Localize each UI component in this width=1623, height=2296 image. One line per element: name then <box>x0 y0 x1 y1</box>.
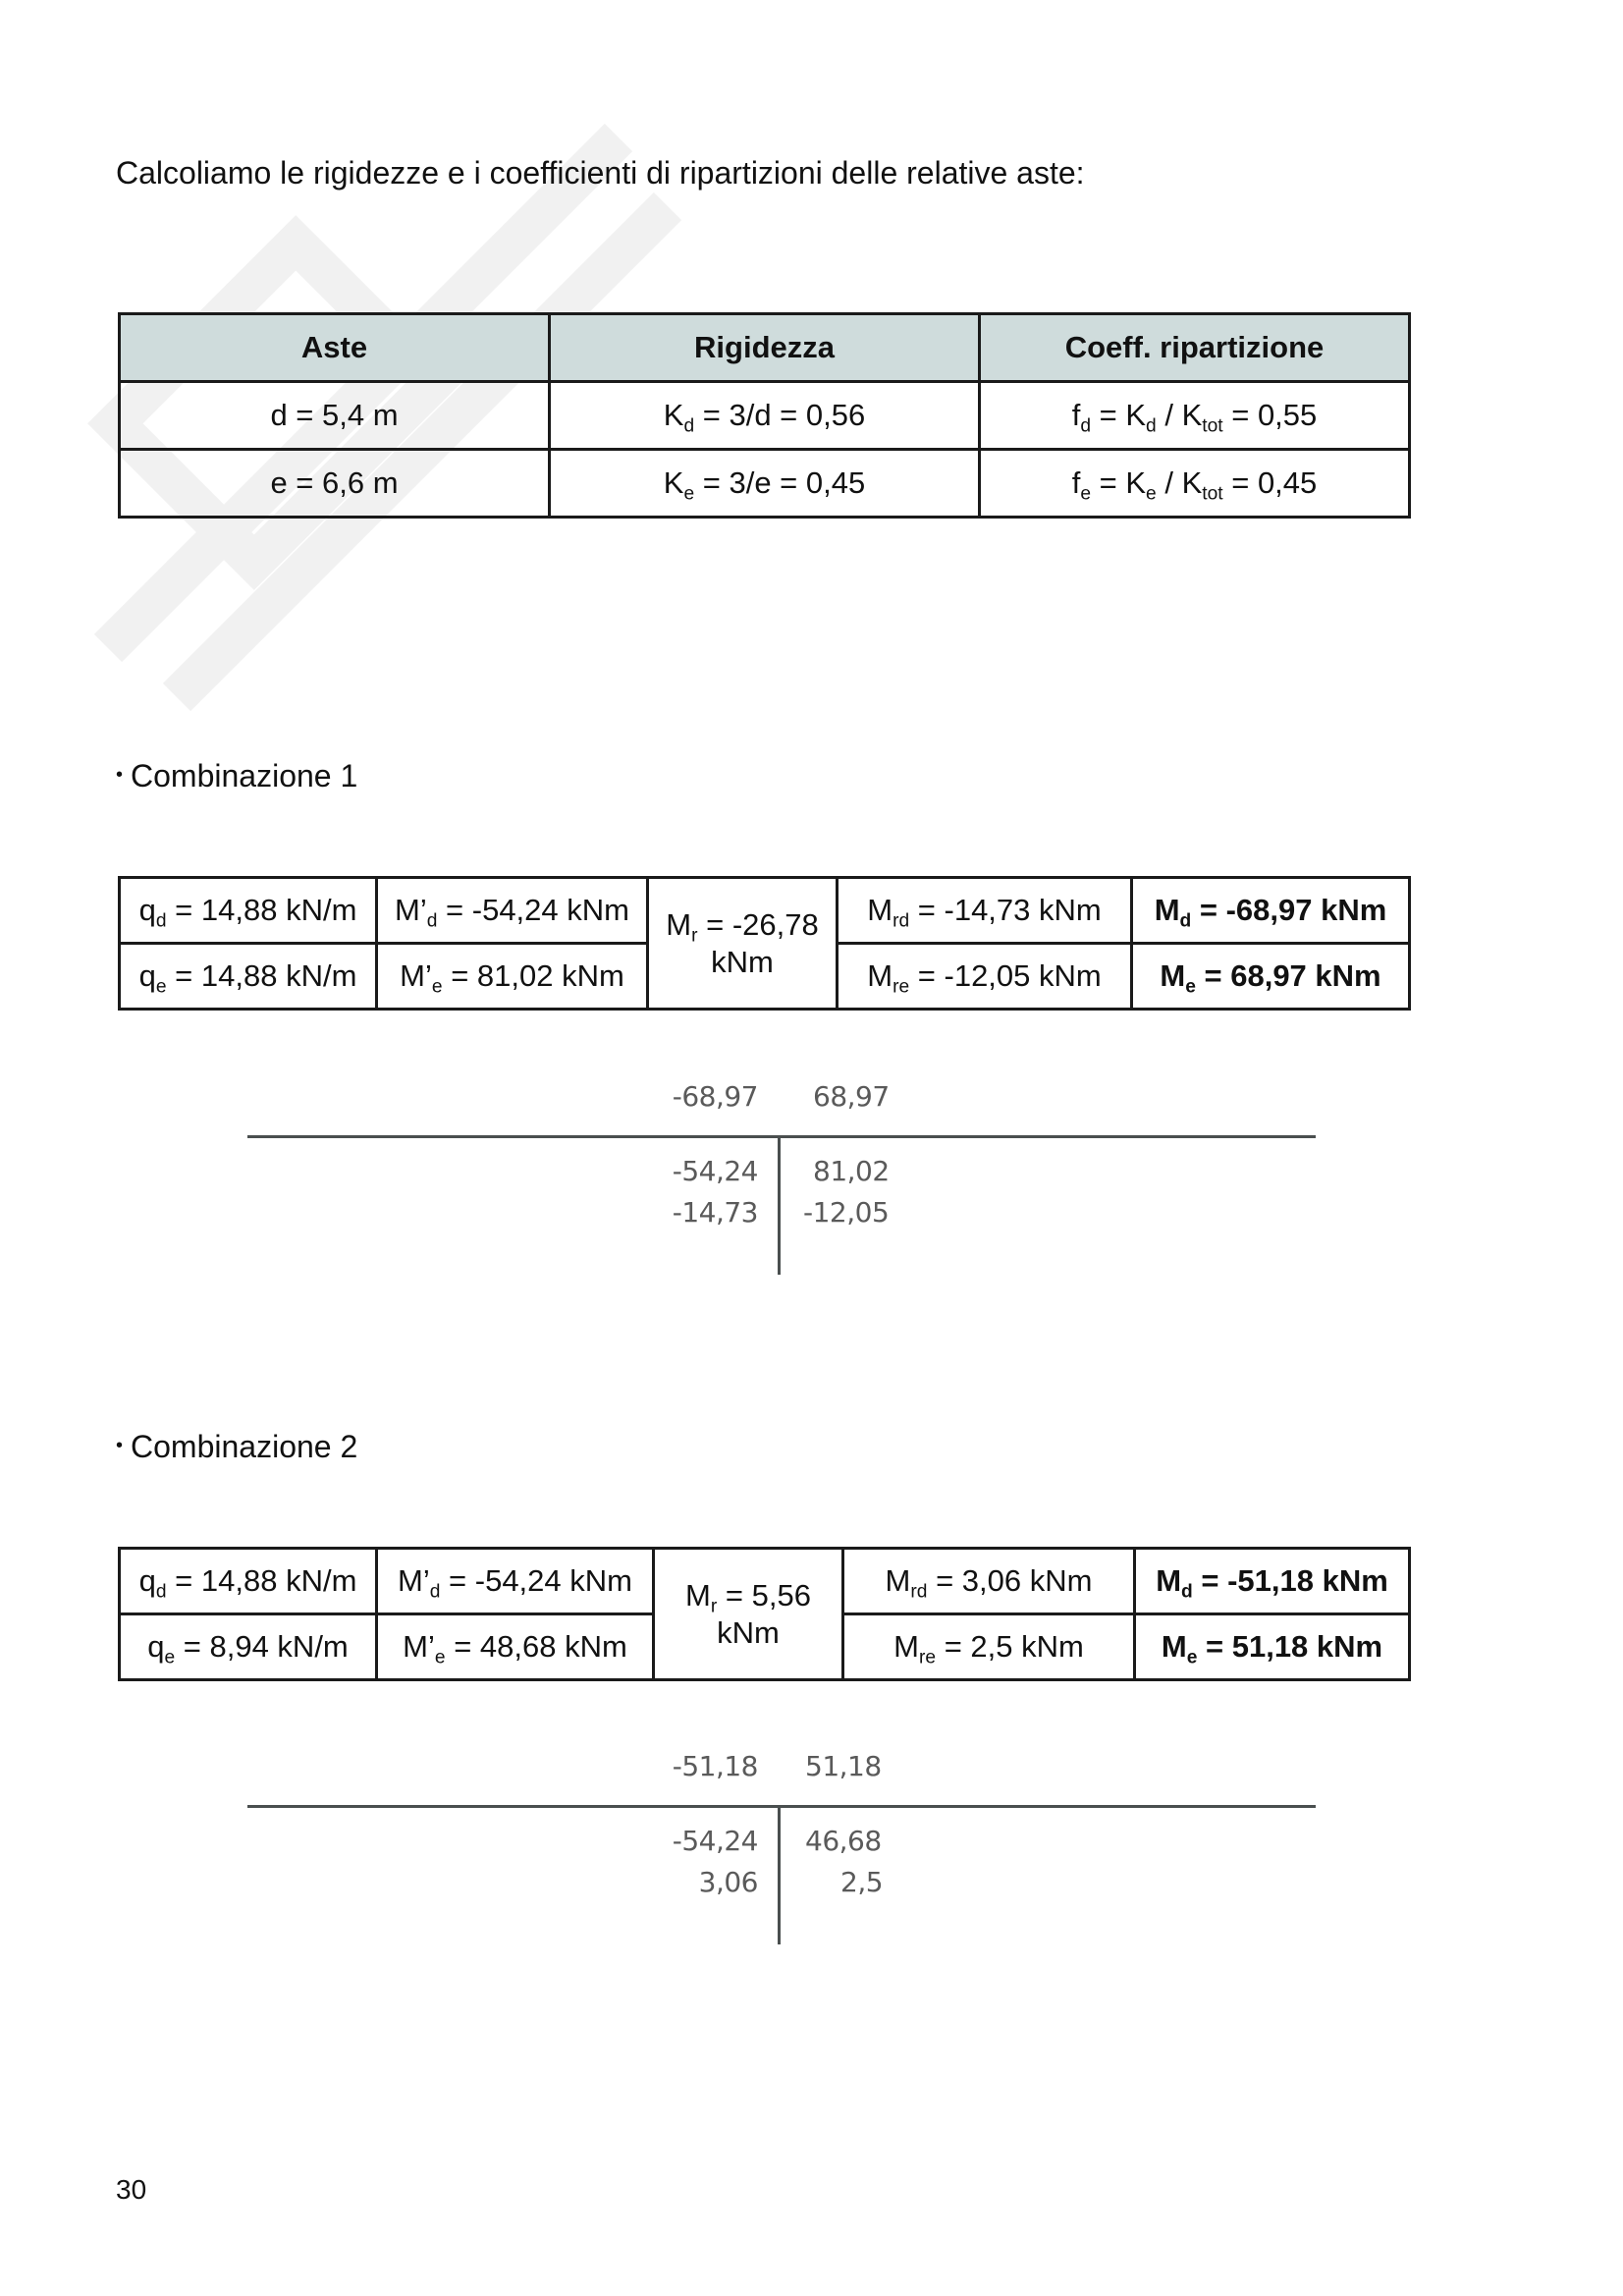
cell-coeff: $f_e = K_e / K_{tot} = 0,45$ <box>980 450 1410 518</box>
cell-rigidezza: $K_d = 3/d = 0,56$ <box>550 382 980 450</box>
header-coeff: Coeff. ripartizione <box>980 314 1410 382</box>
cell-result: $M_e = 51,18$ kNm <box>1135 1614 1410 1680</box>
node-horizontal-line <box>247 1135 1316 1138</box>
cell-m-prime: $M’_d = -54,24$ kNm <box>377 1549 654 1614</box>
node-value: -68,97 <box>672 1080 758 1113</box>
combo2-node-diagram <box>247 1750 1316 1946</box>
cell-q: $q_d = 14,88$ kN/m <box>120 1549 377 1614</box>
cell-m-prime: $M’_e = 81,02$ kNm <box>377 944 648 1010</box>
node-value: -54,24 <box>672 1825 758 1857</box>
node-value: 2,5 <box>840 1866 884 1898</box>
node-vertical-line <box>778 1805 781 1944</box>
page-number: 30 <box>116 2174 147 2205</box>
header-aste: Aste <box>120 314 550 382</box>
cell-coeff: $f_d = K_d / K_{tot} = 0,55$ <box>980 382 1410 450</box>
node-value: 51,18 <box>805 1750 882 1782</box>
node-value: 68,97 <box>813 1080 890 1113</box>
bullet-icon: • <box>116 1435 124 1456</box>
cell-result: $M_e = 68,97$ kNm <box>1132 944 1410 1010</box>
cell-result: $M_d = -51,18$ kNm <box>1135 1549 1410 1614</box>
cell-m-prime: $M’_e = 48,68$ kNm <box>377 1614 654 1680</box>
cell-mrd: $M_{rd} = 3,06$ kNm <box>843 1549 1135 1614</box>
combo2-heading: • Combinazione 2 <box>116 1429 358 1464</box>
table-header-row <box>120 314 1410 382</box>
node-vertical-line <box>778 1135 781 1275</box>
table-row <box>120 878 1410 944</box>
header-rigidezza: Rigidezza <box>550 314 980 382</box>
combo1-table <box>118 876 1411 1011</box>
combo2-table <box>118 1547 1411 1681</box>
node-horizontal-line <box>247 1805 1316 1808</box>
cell-mr: $M_r = 5,56$ kNm <box>654 1549 843 1680</box>
combo1-heading: • Combinazione 1 <box>116 758 358 793</box>
node-value: 81,02 <box>813 1155 890 1187</box>
cell-rigidezza: $K_e = 3/e = 0,45$ <box>550 450 980 518</box>
intro-text: Calcoliamo le rigidezze e i coefficienti di ripartizioni delle relative aste: <box>116 155 1085 191</box>
stiffness-table <box>118 312 1411 519</box>
table-row <box>120 450 1410 518</box>
node-value: 46,68 <box>805 1825 882 1857</box>
node-value: -51,18 <box>672 1750 758 1782</box>
bullet-icon: • <box>116 764 124 786</box>
node-value: -12,05 <box>803 1196 890 1229</box>
node-value: -14,73 <box>672 1196 758 1229</box>
cell-q: $q_d = 14,88$ kN/m <box>120 878 377 944</box>
cell-result: $M_d = -68,97$ kNm <box>1132 878 1410 944</box>
table-row <box>120 1549 1410 1614</box>
cell-q: $q_e = 14,88$ kN/m <box>120 944 377 1010</box>
cell-q: $q_e = 8,94$ kN/m <box>120 1614 377 1680</box>
cell-m-prime: $M’_d = -54,24$ kNm <box>377 878 648 944</box>
combo1-node-diagram <box>247 1080 1316 1277</box>
cell-mrd: $M_{rd} = -14,73$ kNm <box>838 878 1132 944</box>
node-value: -54,24 <box>672 1155 758 1187</box>
cell-aste: e = 6,6 m <box>120 450 550 518</box>
cell-aste: d = 5,4 m <box>120 382 550 450</box>
cell-mr: $M_r = -26,78$ kNm <box>648 878 838 1010</box>
node-value: 3,06 <box>698 1866 758 1898</box>
table-row <box>120 382 1410 450</box>
cell-mre: $M_{re} = 2,5$ kNm <box>843 1614 1135 1680</box>
cell-mre: $M_{re} = -12,05$ kNm <box>838 944 1132 1010</box>
